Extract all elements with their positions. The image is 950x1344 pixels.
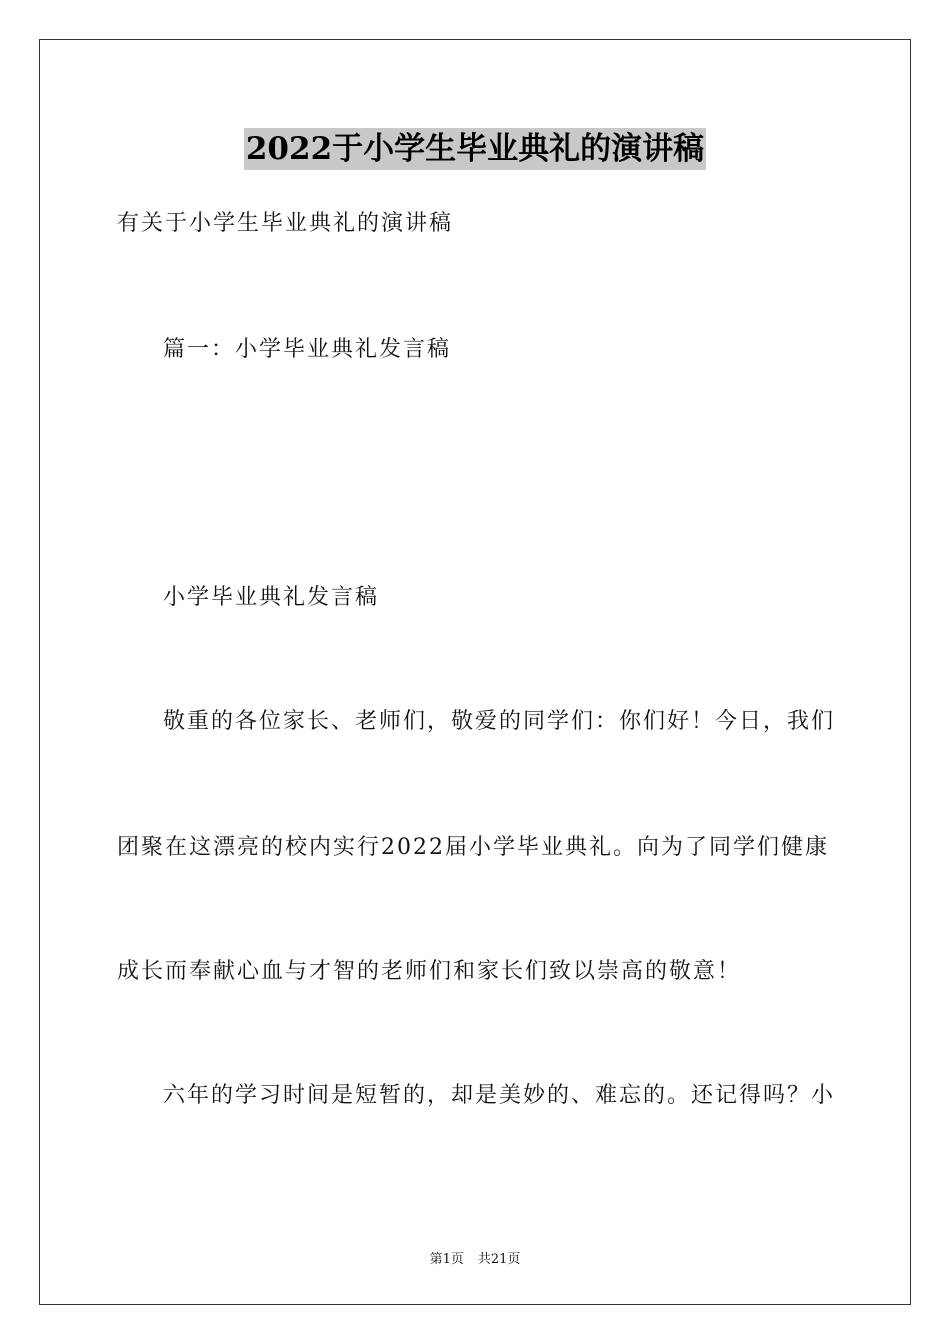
document-title: 2022于小学生毕业典礼的演讲稿 (244, 128, 706, 170)
paragraph-line: 六年的学习时间是短暂的，却是美妙的、难忘的。还记得吗？小 (163, 1083, 836, 1108)
section-heading: 篇一：小学毕业典礼发言稿 (163, 337, 452, 362)
title-container (0, 128, 950, 170)
page-footer (0, 1248, 950, 1267)
speech-heading: 小学毕业典礼发言稿 (163, 585, 380, 610)
subtitle-line: 有关于小学生毕业典礼的演讲稿 (117, 211, 454, 236)
page-number: 第1页 (429, 1252, 464, 1267)
paragraph-line: 敬重的各位家长、老师们，敬爱的同学们：你们好！今日，我们 (163, 709, 836, 734)
paragraph-line: 成长而奉献心血与才智的老师们和家长们致以崇高的敬意！ (117, 959, 742, 984)
page-total: 共21页 (477, 1252, 521, 1267)
paragraph-line: 团聚在这漂亮的校内实行2022届小学毕业典礼。向为了同学们健康 (117, 835, 829, 860)
